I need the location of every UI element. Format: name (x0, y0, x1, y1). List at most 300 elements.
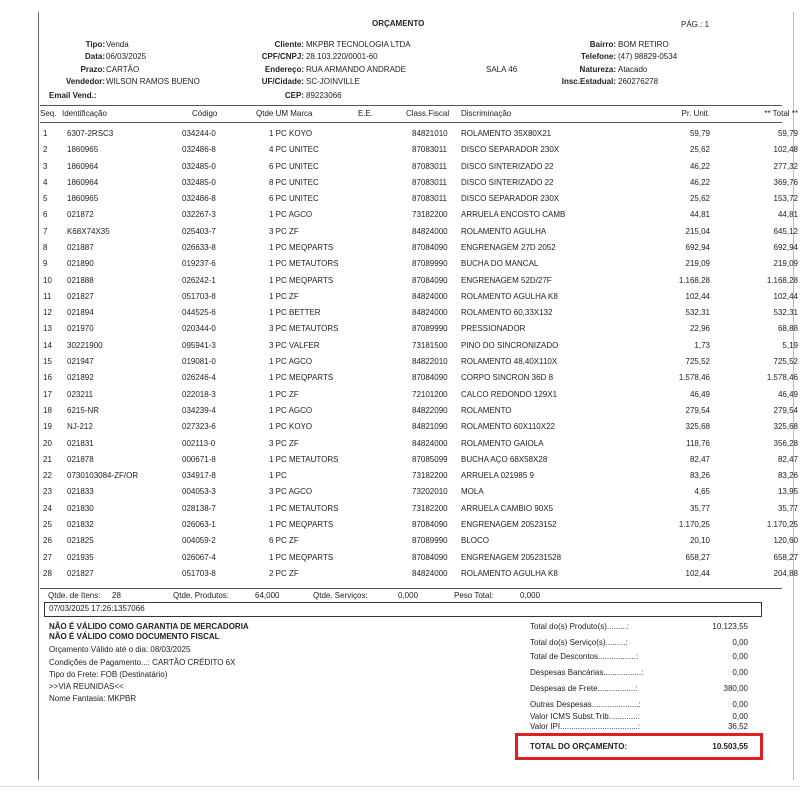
table-row (40, 354, 798, 370)
cell-id: 6307-2RSC3 (67, 129, 114, 138)
servicos-label: Qtde. Serviços: (313, 591, 368, 600)
timestamp: 07/03/2025 17:26:1357066 (49, 604, 145, 613)
cell-qtde: 1 PC (269, 471, 287, 481)
cell-codigo: 044525-6 (182, 308, 216, 318)
cell-seq: 22 (43, 471, 52, 481)
data-value: 06/03/2025 (106, 52, 147, 61)
cell-total: 692,94 (773, 243, 798, 253)
cell-total: 82,47 (777, 454, 798, 464)
cell-total: 68,88 (777, 324, 798, 334)
total-value: 0,00 (732, 700, 748, 709)
cell-seq: 12 (43, 308, 52, 318)
col-id: Identificação (62, 109, 107, 118)
cell-total: 356,28 (773, 438, 798, 448)
cell-class: 84824000 (412, 438, 448, 448)
page-number: PÁG.: 1 (681, 20, 710, 29)
cell-desc: DISCO SEPARADOR 230X (461, 194, 560, 204)
table-row (40, 321, 798, 337)
tipo-value: Venda (106, 40, 129, 49)
cell-total: 1.168,28 (766, 275, 798, 285)
cell-class: 84824000 (412, 568, 448, 578)
cell-id: 021832 (67, 519, 94, 529)
via-note: >>VIA REUNIDAS<< (49, 682, 124, 691)
total-value: 10.123,55 (712, 622, 748, 631)
cell-seq: 16 (43, 373, 52, 383)
cell-id: 023211 (67, 389, 94, 399)
total-label: Despesas de Frete.................: (530, 684, 638, 693)
cell-qtde: 3 PC ZF (269, 438, 299, 448)
cell-total: 277,32 (773, 161, 798, 171)
cell-total: 658,27 (773, 552, 798, 562)
page-border-bottom (0, 786, 800, 787)
tipo-label: Tipo: (85, 40, 105, 49)
cell-id: 1860965 (67, 145, 99, 155)
cell-class: 87089990 (412, 324, 448, 334)
sala-value: SALA 46 (486, 65, 518, 74)
cell-codigo: 034917-8 (182, 471, 216, 481)
total-label: Valor IPI...................................: (530, 722, 641, 731)
itens-label: Qtde. de Itens: (48, 591, 101, 600)
col-codigo: Código (192, 109, 218, 118)
cell-class: 87085099 (412, 454, 448, 464)
cell-seq: 14 (43, 340, 52, 350)
cell-desc: BUCHA AÇO 68X58X28 (461, 454, 548, 464)
cell-desc: CORPO SINCRON 36D 8 (461, 373, 554, 383)
table-row (40, 224, 798, 240)
cell-seq: 10 (43, 275, 52, 285)
cell-class: 87084090 (412, 519, 448, 529)
cell-desc: BUCHA DO MANCAL (461, 259, 539, 269)
cell-unit: 1.578,46 (678, 373, 710, 383)
cell-unit: 59,79 (689, 129, 710, 138)
cell-class: 87084090 (412, 243, 448, 253)
cell-desc: ROLAMENTO 60,33X132 (461, 308, 553, 318)
fantasia-note: Nome Fantasia: MKPBR (49, 694, 137, 703)
cell-seq: 26 (43, 536, 52, 546)
cell-desc: ENGRENAGEM 27D 2052 (461, 243, 556, 253)
cell-seq: 15 (43, 357, 52, 367)
cell-id: 30221900 (67, 340, 103, 350)
cell-unit: 532,31 (685, 308, 710, 318)
cell-qtde: 3 PC VALFER (269, 340, 320, 350)
cell-qtde: 1 PC MEQPARTS (269, 552, 334, 562)
telefone-value: (47) 98829-0534 (618, 52, 678, 61)
cell-qtde: 1 PC MEQPARTS (269, 519, 334, 529)
cell-seq: 20 (43, 438, 52, 448)
cell-qtde: 6 PC UNITEC (269, 161, 319, 171)
table-row (40, 191, 798, 207)
table-row (40, 370, 798, 386)
col-seq: Seq. (40, 109, 57, 118)
uf-value: SC-JOINVILLE (306, 77, 360, 86)
table-row (40, 256, 798, 272)
cell-id: 021825 (67, 536, 94, 546)
cell-desc: PRESSIONADOR (461, 324, 526, 334)
cell-codigo: 051703-8 (182, 291, 216, 301)
cell-seq: 9 (43, 259, 48, 269)
cell-total: 120,60 (773, 536, 798, 546)
cell-class: 87084090 (412, 552, 448, 562)
cell-desc: ROLAMENTO AGULHA K8 (461, 291, 558, 301)
cell-qtde: 1 PC METAUTORS (269, 259, 339, 269)
table-row (40, 419, 798, 435)
table-row (40, 142, 798, 158)
cell-total: 325,68 (773, 422, 798, 432)
table-row (40, 159, 798, 175)
col-desc: Discriminação (461, 109, 512, 118)
cell-unit: 44,81 (689, 210, 710, 220)
cell-qtde: 1 PC MEQPARTS (269, 243, 334, 253)
cell-class: 84822090 (412, 405, 448, 415)
cell-total: 725,52 (773, 357, 798, 367)
cell-class: 73202010 (412, 487, 448, 497)
cell-seq: 1 (43, 129, 48, 138)
cell-class: 84824000 (412, 226, 448, 236)
page-border-left (38, 12, 39, 780)
cell-class: 87084090 (412, 373, 448, 383)
cell-id: 021935 (67, 552, 94, 562)
cell-class: 84824000 (412, 291, 448, 301)
cell-class: 73182200 (412, 210, 448, 220)
cell-class: 73182200 (412, 471, 448, 481)
cell-codigo: 027323-6 (182, 422, 216, 432)
cell-desc: ROLAMENTO GAIOLA (461, 438, 544, 448)
cell-qtde: 1 PC ZF (269, 389, 299, 399)
cell-codigo: 032486-8 (182, 145, 216, 155)
cell-unit: 118,76 (686, 438, 710, 448)
peso-label: Peso Total: (454, 591, 494, 600)
cell-total: 44,81 (777, 210, 798, 220)
table-row (40, 533, 798, 549)
cell-seq: 27 (43, 552, 52, 562)
cell-id: 021947 (67, 357, 94, 367)
cell-desc: ENGRENAGEM 205231528 (461, 552, 562, 562)
warning-merchandise: NÃO É VÁLIDO COMO GARANTIA DE MERCADORIA (49, 622, 249, 631)
vendedor-label: Vendedor: (65, 77, 105, 86)
cell-qtde: 1 PC ZF (269, 291, 299, 301)
cell-codigo: 026246-4 (182, 373, 216, 383)
cell-unit: 692,94 (685, 243, 710, 253)
cell-codigo: 002113-0 (182, 438, 216, 448)
cell-total: 645,12 (773, 226, 798, 236)
total-label: Outras Despesas.....................: (530, 700, 641, 709)
endereco-label: Endereço: (264, 65, 304, 74)
cpf-value: 28.103.220/0001-60 (306, 52, 378, 61)
cell-id: 1860965 (67, 194, 99, 204)
produtos-value: 64,000 (255, 591, 280, 600)
cell-seq: 17 (43, 389, 52, 399)
cell-unit: 1.168,28 (678, 275, 710, 285)
cell-seq: 23 (43, 487, 52, 497)
cell-class: 72101200 (412, 389, 448, 399)
cell-class: 73182200 (412, 503, 448, 513)
grand-total-value: 10.503,55 (712, 742, 748, 751)
total-value: 0,00 (732, 668, 748, 677)
cell-codigo: 019237-6 (182, 259, 216, 269)
table-row (40, 452, 798, 468)
summary-separator (40, 588, 782, 589)
cell-seq: 19 (43, 422, 52, 432)
cell-unit: 1,73 (694, 340, 710, 350)
cell-total: 102,48 (773, 145, 798, 155)
cell-total: 532,31 (773, 308, 798, 318)
cell-id: 021890 (67, 259, 94, 269)
natureza-label: Natureza: (579, 65, 616, 74)
cell-qtde: 6 PC UNITEC (269, 194, 319, 204)
cell-id: 021970 (67, 324, 94, 334)
cell-class: 87083011 (412, 194, 447, 204)
cell-qtde: 2 PC ZF (269, 568, 299, 578)
cell-desc: ARRUELA 021985 9 (461, 471, 534, 481)
cell-class: 87083011 (412, 161, 447, 171)
cell-qtde: 1 PC KOYO (269, 422, 313, 432)
itens-value: 28 (112, 591, 121, 600)
cell-desc: ENGRENAGEM 52D/27F (461, 275, 552, 285)
cell-codigo: 028138-7 (182, 503, 216, 513)
cell-unit: 279,54 (685, 405, 710, 415)
cell-codigo: 032485-0 (182, 177, 216, 187)
cell-id: 6215-NR (67, 405, 100, 415)
cell-qtde: 4 PC UNITEC (269, 145, 319, 155)
cell-id: 021887 (67, 243, 94, 253)
cell-total: 219,09 (773, 259, 798, 269)
col-total: ** Total ** (764, 109, 798, 118)
cell-id: 021831 (67, 438, 94, 448)
cell-desc: BLOCO (461, 536, 490, 546)
table-row (40, 468, 798, 484)
table-row (40, 387, 798, 403)
prazo-label: Prazo: (80, 65, 105, 74)
cell-unit: 102,44 (685, 568, 710, 578)
total-label: Total do(s) Serviço(s).........: (530, 638, 628, 647)
timestamp-box (44, 602, 762, 617)
cell-codigo: 026067-4 (182, 552, 216, 562)
telefone-label: Telefone: (581, 52, 616, 61)
cell-id: 021892 (67, 373, 94, 383)
cell-unit: 46,49 (689, 389, 710, 399)
col-ee: E.E. (358, 109, 374, 118)
cell-unit: 35,77 (689, 503, 710, 513)
natureza-value: Atacado (618, 65, 648, 74)
cell-codigo: 022018-3 (182, 389, 216, 399)
cell-total: 59,79 (777, 129, 798, 138)
cell-total: 369,76 (773, 177, 798, 187)
cell-seq: 28 (43, 568, 52, 578)
cell-unit: 219,09 (685, 259, 710, 269)
document-title: ORÇAMENTO (372, 19, 425, 28)
cell-id: 021827 (67, 568, 94, 578)
cell-seq: 5 (43, 194, 48, 204)
cell-id: 021830 (67, 503, 94, 513)
cell-qtde: 1 PC METAUTORS (269, 454, 339, 464)
cep-value: 89223066 (306, 91, 342, 100)
cell-class: 84822010 (412, 357, 448, 367)
total-label: Total do(s) Produto(s).........: (530, 622, 630, 631)
table-row (40, 305, 798, 321)
cell-unit: 83,26 (689, 471, 710, 481)
cell-codigo: 004059-2 (182, 536, 216, 546)
table-header (40, 106, 798, 122)
col-unit: Pr. Unit. (681, 109, 710, 118)
cell-total: 204,88 (773, 568, 798, 578)
cell-total: 279,54 (773, 405, 798, 415)
email-label: Email Vend.: (49, 91, 97, 100)
cpf-label: CPF/CNPJ: (261, 52, 304, 61)
table-row (40, 273, 798, 289)
cell-desc: ROLAMENTO 35X80X21 (461, 129, 552, 138)
cell-seq: 21 (43, 454, 52, 464)
cell-codigo: 032267-3 (182, 210, 216, 220)
cell-id: K68X74X35 (67, 226, 110, 236)
table-row (40, 403, 798, 419)
cliente-value: MKPBR TECNOLOGIA LTDA (306, 40, 411, 49)
cell-class: 84821010 (412, 129, 448, 138)
cell-unit: 1.170,25 (678, 519, 710, 529)
cell-total: 102,44 (773, 291, 798, 301)
cell-id: 021888 (67, 275, 94, 285)
grand-total-label: TOTAL DO ORÇAMENTO: (530, 742, 628, 751)
cell-codigo: 026063-1 (182, 519, 216, 529)
cell-qtde: 1 PC AGCO (269, 357, 313, 367)
table-row (40, 501, 798, 517)
cell-unit: 20,10 (689, 536, 710, 546)
cell-codigo: 004053-3 (182, 487, 216, 497)
cell-id: 021827 (67, 291, 94, 301)
cell-seq: 8 (43, 243, 48, 253)
cell-unit: 22,96 (689, 324, 710, 334)
cell-qtde: 6 PC ZF (269, 536, 299, 546)
cell-qtde: 3 PC AGCO (269, 487, 313, 497)
cell-desc: PINO DO SINCRONIZADO (461, 340, 559, 350)
table-row (40, 550, 798, 566)
bairro-label: Bairro: (589, 40, 616, 49)
cell-unit: 725,52 (685, 357, 710, 367)
table-row (40, 175, 798, 191)
cell-total: 1.578,46 (766, 373, 798, 383)
cell-id: 021878 (67, 454, 94, 464)
cell-unit: 4,65 (694, 487, 710, 497)
table-row (40, 484, 798, 500)
endereco-value: RUA ARMANDO ANDRADE (306, 65, 407, 74)
cell-total: 35,77 (777, 503, 798, 513)
cell-class: 87083011 (412, 145, 447, 155)
total-label: Despesas Bancárias.................: (530, 668, 644, 677)
cell-id: 021872 (67, 210, 94, 220)
cep-label: CEP: (284, 91, 304, 100)
cell-desc: DISCO SINTERIZADO 22 (461, 161, 554, 171)
cell-codigo: 020344-0 (182, 324, 216, 334)
cell-desc: ARRUELA CAMBIO 90X5 (461, 503, 554, 513)
cell-total: 46,49 (777, 389, 798, 399)
cell-class: 84824000 (412, 308, 448, 318)
cell-desc: DISCO SINTERIZADO 22 (461, 177, 554, 187)
cell-codigo: 051703-8 (182, 568, 216, 578)
col-qtde: Qtde UM Marca (256, 109, 313, 118)
cell-desc: ENGRENAGEM 20523152 (461, 519, 557, 529)
cell-seq: 13 (43, 324, 52, 334)
servicos-value: 0,000 (398, 591, 419, 600)
cell-codigo: 019081-0 (182, 357, 216, 367)
cell-desc: DISCO SEPARADOR 230X (461, 145, 560, 155)
cell-seq: 11 (43, 291, 52, 301)
cell-seq: 6 (43, 210, 48, 220)
cell-unit: 25,62 (689, 194, 710, 204)
total-label: Valor ICMS Subst.Trib.............: (530, 712, 640, 721)
data-label: Data: (84, 52, 105, 61)
cell-desc: CALCO REDONDO 129X1 (461, 389, 558, 399)
table-row (40, 240, 798, 256)
cell-qtde: 1 PC MEQPARTS (269, 275, 334, 285)
cell-total: 83,26 (777, 471, 798, 481)
cell-codigo: 000671-8 (182, 454, 216, 464)
cell-unit: 215,04 (685, 226, 710, 236)
uf-label: UF/Cidade: (261, 77, 304, 86)
cell-desc: ROLAMENTO AGULHA (461, 226, 547, 236)
cell-codigo: 032485-0 (182, 161, 216, 171)
cell-desc: ARRUELA ENCOSTO CAMB (461, 210, 566, 220)
table-row (40, 436, 798, 452)
cell-id: NJ-212 (67, 422, 93, 432)
cell-id: 021833 (67, 487, 94, 497)
cell-qtde: 8 PC UNITEC (269, 177, 319, 187)
cliente-label: Cliente: (274, 40, 304, 49)
cell-unit: 46,22 (689, 177, 710, 187)
cell-qtde: 3 PC ZF (269, 226, 299, 236)
total-value: 380,00 (723, 684, 748, 693)
total-value: 0,00 (732, 638, 748, 647)
cell-codigo: 034239-4 (182, 405, 216, 415)
cell-desc: ROLAMENTO 60X110X22 (461, 422, 555, 432)
cell-class: 87089990 (412, 536, 448, 546)
validade-note: Orçamento Válido até o dia: 08/03/2025 (49, 645, 191, 654)
cell-seq: 25 (43, 519, 52, 529)
cell-class: 73181500 (412, 340, 448, 350)
vendedor-value: WILSON RAMOS BUENO (106, 77, 200, 86)
cell-qtde: 1 PC AGCO (269, 210, 313, 220)
table-row (40, 126, 798, 142)
cell-total: 13,95 (777, 487, 798, 497)
cell-class: 84821090 (412, 422, 448, 432)
insc-value: 260276278 (618, 77, 659, 86)
cell-seq: 3 (43, 161, 48, 171)
total-value: 36,52 (727, 722, 748, 731)
cell-codigo: 025403-7 (182, 226, 216, 236)
cell-codigo: 095941-3 (182, 340, 216, 350)
bairro-value: BOM RETIRO (618, 40, 669, 49)
cell-desc: ROLAMENTO (461, 405, 512, 415)
col-class: Class.Fiscal (406, 109, 450, 118)
total-value: 0,00 (732, 712, 748, 721)
cell-unit: 325,68 (685, 422, 710, 432)
cell-qtde: 1 PC KOYO (269, 129, 313, 138)
cell-class: 87084090 (412, 275, 448, 285)
condicoes-note: Condições de Pagamento...: CARTÃO CRÉDITO 6X (49, 658, 236, 667)
cell-id: 1860964 (67, 177, 99, 187)
cell-id: 0730103084-ZF/OR (67, 471, 139, 481)
table-row (40, 517, 798, 533)
cell-qtde: 3 PC METAUTORS (269, 324, 339, 334)
cell-desc: MOLA (461, 487, 484, 497)
peso-value: 0,000 (520, 591, 541, 600)
cell-codigo: 034244-0 (182, 129, 216, 138)
cell-total: 1.170,25 (766, 519, 798, 529)
cell-seq: 18 (43, 405, 52, 415)
table-row (40, 207, 798, 223)
table-row (40, 566, 798, 582)
total-value: 0,00 (732, 652, 748, 661)
cell-codigo: 026242-1 (182, 275, 216, 285)
cell-qtde: 1 PC BETTER (269, 308, 321, 318)
